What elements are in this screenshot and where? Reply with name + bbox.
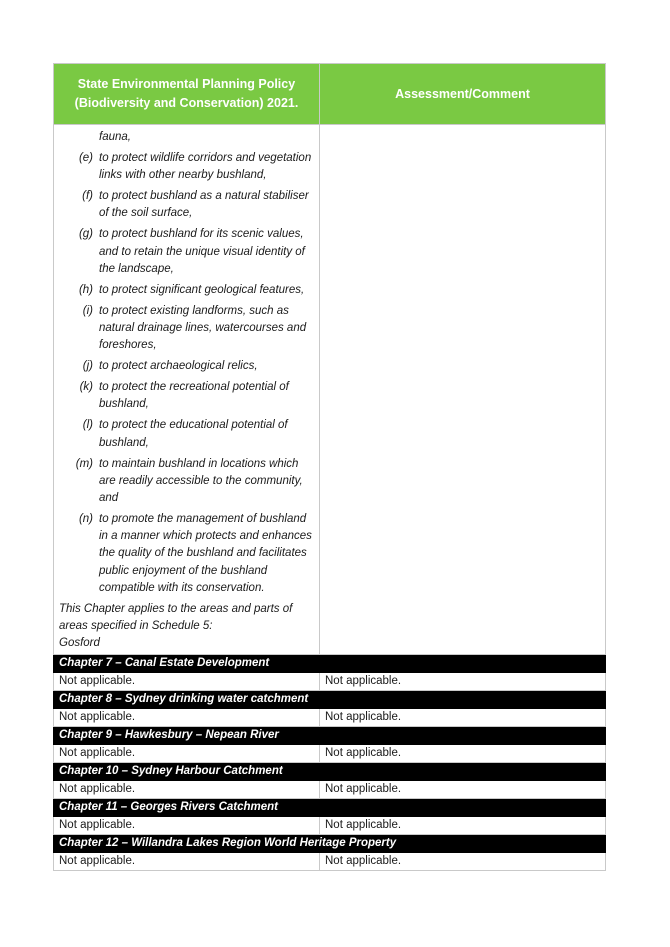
list-item-text: to protect significant geological features, xyxy=(99,283,305,296)
objectives-comment-cell xyxy=(320,125,606,655)
chapter-title: Chapter 10 – Sydney Harbour Catchment xyxy=(54,763,606,781)
list-item xyxy=(59,226,314,278)
chapter-header-row xyxy=(54,799,606,817)
assessment-cell: Not applicable. xyxy=(320,745,606,763)
list-item xyxy=(59,358,314,375)
policy-cell: Not applicable. xyxy=(54,781,320,799)
table-row xyxy=(54,745,606,763)
chapter-header-row xyxy=(54,763,606,781)
list-item xyxy=(59,379,314,413)
table-header-row xyxy=(54,64,606,125)
list-item-text: to protect the recreational potential of bushland, xyxy=(99,381,289,411)
assessment-cell: Not applicable. xyxy=(320,709,606,727)
list-item-label: (l) xyxy=(82,419,93,432)
chapter-title: Chapter 9 – Hawkesbury – Nepean River xyxy=(54,727,606,745)
list-item-label: (m) xyxy=(75,457,93,470)
objectives-row xyxy=(54,125,606,655)
objectives-list xyxy=(59,150,314,597)
chapter-title: Chapter 11 – Georges Rivers Catchment xyxy=(54,799,606,817)
chapter-title: Chapter 12 – Willandra Lakes Region World Heritage Property xyxy=(54,835,606,853)
list-item-text: to protect existing landforms, such as natural drainage lines, watercourses and foreshores, xyxy=(99,304,307,352)
chapter-header-row xyxy=(54,655,606,673)
policy-cell: Not applicable. xyxy=(54,817,320,835)
list-item xyxy=(59,188,314,222)
list-item-label: (j) xyxy=(82,360,93,373)
chapter-title-blank xyxy=(320,655,606,673)
list-item xyxy=(59,417,314,451)
list-item xyxy=(59,303,314,355)
assessment-cell: Not applicable. xyxy=(320,781,606,799)
chapter-header-row xyxy=(54,727,606,745)
chapter-title: Chapter 7 – Canal Estate Development xyxy=(54,655,320,673)
policy-assessment-table xyxy=(53,63,606,871)
policy-cell: Not applicable. xyxy=(54,745,320,763)
list-item-label: (k) xyxy=(79,381,93,394)
list-item-label: (e) xyxy=(78,152,93,164)
list-item-label: (f) xyxy=(82,190,93,203)
table-row xyxy=(54,709,606,727)
assessment-cell: Not applicable. xyxy=(320,673,606,691)
chapter-title: Chapter 8 – Sydney drinking water catchment xyxy=(54,691,606,709)
assessment-cell: Not applicable. xyxy=(320,817,606,835)
list-item-text: to promote the management of bushland in a manner which protects and enhances the quality of the bushland and facilitates public enjoyment of the bushland compatible with its conservation. xyxy=(99,513,312,594)
list-item xyxy=(59,282,314,299)
list-item-text: to maintain bushland in locations which are readily accessible to the community, and xyxy=(99,457,303,505)
list-item-text: to protect bushland as a natural stabiliser of the soil surface, xyxy=(99,190,309,220)
list-item xyxy=(59,511,314,597)
table-row xyxy=(54,817,606,835)
table-row xyxy=(54,673,606,691)
list-item-text: to protect archaeological relics, xyxy=(99,360,258,373)
table-row xyxy=(54,853,606,871)
continuation-text: fauna, xyxy=(99,131,131,143)
policy-cell: Not applicable. xyxy=(54,853,320,871)
list-item-text: to protect bushland for its scenic values, and to retain the unique visual identity of the landscape, xyxy=(99,228,305,275)
header-assessment: Assessment/Comment xyxy=(320,64,606,125)
policy-cell: Not applicable. xyxy=(54,673,320,691)
chapter-header-row xyxy=(54,835,606,853)
list-item-text: to protect wildlife corridors and vegetation links with other nearby bushland, xyxy=(99,152,312,182)
list-item-label: (i) xyxy=(82,304,93,317)
objectives-cell xyxy=(54,125,320,655)
table-row xyxy=(54,781,606,799)
chapter-header-row xyxy=(54,691,606,709)
policy-cell: Not applicable. xyxy=(54,709,320,727)
assessment-cell: Not applicable. xyxy=(320,853,606,871)
list-item-label: (g) xyxy=(78,228,93,241)
applies-text: This Chapter applies to the areas and parts of areas specified in Schedule 5: xyxy=(59,602,293,633)
list-item xyxy=(59,456,314,508)
list-item xyxy=(59,150,314,184)
header-policy: State Environmental Planning Policy (Biodiversity and Conservation) 2021. xyxy=(54,64,320,125)
list-item-text: to protect the educational potential of bushland, xyxy=(99,419,288,449)
list-item-label: (h) xyxy=(78,283,93,296)
list-item-label: (n) xyxy=(78,513,93,526)
area-text: Gosford xyxy=(59,637,100,650)
